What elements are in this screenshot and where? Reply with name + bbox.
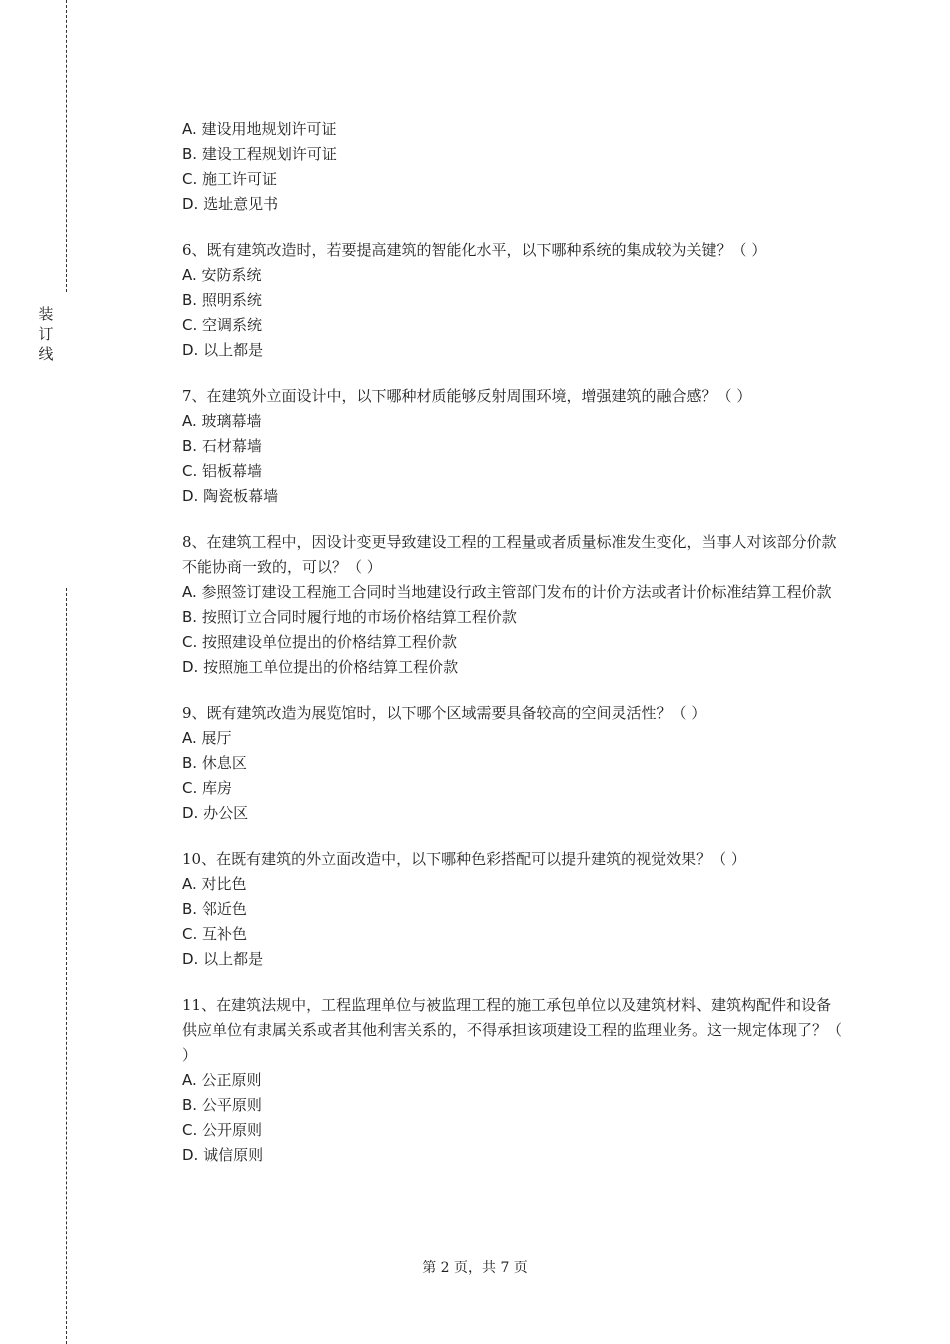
question-8 — [182, 530, 842, 680]
option-letter: B. — [182, 145, 198, 163]
option-letter: D. — [182, 658, 199, 676]
option-letter: B. — [182, 437, 198, 455]
option-text: 建设工程规划许可证 — [201, 145, 337, 163]
option-b — [182, 1093, 842, 1118]
binding-label — [36, 304, 56, 364]
option-a — [182, 580, 842, 605]
option-letter: C. — [182, 170, 198, 188]
option-letter: A. — [182, 583, 197, 601]
option-d — [182, 192, 842, 217]
option-text: 参照签订建设工程施工合同时当地建设行政主管部门发布的计价方法或者计价标准结算工程价款 — [201, 583, 832, 601]
option-d — [182, 947, 842, 972]
option-letter: C. — [182, 925, 198, 943]
option-c — [182, 776, 842, 801]
option-text: 公开原则 — [202, 1121, 263, 1139]
option-a — [182, 872, 842, 897]
option-text: 诚信原则 — [203, 1146, 264, 1164]
option-text: 按照建设单位提出的价格结算工程价款 — [202, 633, 458, 651]
option-letter: A. — [182, 412, 197, 430]
question-stem: 8、在建筑工程中，因设计变更导致建设工程的工程量或者质量标准发生变化，当事人对该部分价款不能协商一致的，可以？（ ） — [182, 533, 837, 576]
question-7 — [182, 384, 842, 509]
option-text: 以上都是 — [203, 950, 264, 968]
option-b — [182, 751, 842, 776]
option-letter: B. — [182, 291, 198, 309]
option-text: 安防系统 — [201, 266, 262, 284]
option-text: 照明系统 — [201, 291, 262, 309]
binding-label-char: 订 — [38, 325, 54, 343]
option-b — [182, 288, 842, 313]
option-text: 铝板幕墙 — [202, 462, 263, 480]
binding-line-bottom — [66, 588, 67, 1344]
option-letter: D. — [182, 950, 199, 968]
option-text: 选址意见书 — [203, 195, 279, 213]
option-text: 陶瓷板幕墙 — [203, 487, 279, 505]
option-text: 按照施工单位提出的价格结算工程价款 — [203, 658, 459, 676]
option-text: 以上都是 — [203, 341, 264, 359]
option-a — [182, 1068, 842, 1093]
option-c — [182, 922, 842, 947]
option-letter: B. — [182, 1096, 198, 1114]
option-text: 建设用地规划许可证 — [201, 120, 337, 138]
question-stem: 7、在建筑外立面设计中，以下哪种材质能够反射周围环境，增强建筑的融合感？（ ） — [182, 387, 752, 405]
option-a — [182, 409, 842, 434]
option-letter: D. — [182, 341, 199, 359]
page-footer — [0, 1258, 950, 1278]
option-letter: C. — [182, 1121, 198, 1139]
binding-label-char: 装 — [38, 305, 54, 323]
option-text: 玻璃幕墙 — [201, 412, 262, 430]
question-stem: 11、在建筑法规中，工程监理单位与被监理工程的施工承包单位以及建筑材料、建筑构配件和设备供应单位有隶属关系或者其他利害关系的，不得承担该项建设工程的监理业务。这一规定体现了？（ ） — [182, 996, 843, 1064]
option-text: 按照订立合同时履行地的市场价格结算工程价款 — [201, 608, 517, 626]
binding-line-top — [66, 0, 67, 292]
option-letter: D. — [182, 487, 199, 505]
option-letter: A. — [182, 1071, 197, 1089]
option-b — [182, 605, 842, 630]
option-letter: A. — [182, 120, 197, 138]
option-text: 邻近色 — [201, 900, 247, 918]
option-d — [182, 1143, 842, 1168]
option-a — [182, 726, 842, 751]
question-9 — [182, 701, 842, 826]
option-text: 公正原则 — [201, 1071, 262, 1089]
option-letter: C. — [182, 316, 198, 334]
question-stem: 9、既有建筑改造为展览馆时，以下哪个区域需要具备较高的空间灵活性？（ ） — [182, 704, 707, 722]
option-d — [182, 655, 842, 680]
option-letter: C. — [182, 633, 198, 651]
option-text: 石材幕墙 — [201, 437, 262, 455]
option-c — [182, 167, 842, 192]
option-letter: A. — [182, 729, 197, 747]
option-text: 互补色 — [202, 925, 248, 943]
option-letter: D. — [182, 804, 199, 822]
question-list — [182, 117, 842, 1189]
question-stem: 6、既有建筑改造时，若要提高建筑的智能化水平，以下哪种系统的集成较为关键？（ ） — [182, 241, 767, 259]
option-d — [182, 484, 842, 509]
option-c — [182, 630, 842, 655]
option-text: 空调系统 — [202, 316, 263, 334]
option-letter: B. — [182, 754, 198, 772]
option-text: 库房 — [202, 779, 233, 797]
option-b — [182, 142, 842, 167]
option-letter: C. — [182, 779, 198, 797]
option-b — [182, 897, 842, 922]
page-number: 第 2 页，共 7 页 — [422, 1260, 528, 1276]
option-b — [182, 434, 842, 459]
option-letter: A. — [182, 875, 197, 893]
option-letter: B. — [182, 608, 198, 626]
option-letter: C. — [182, 462, 198, 480]
option-text: 办公区 — [203, 804, 249, 822]
question-11 — [182, 993, 842, 1168]
option-text: 展厅 — [201, 729, 232, 747]
option-c — [182, 313, 842, 338]
option-d — [182, 338, 842, 363]
option-text: 公平原则 — [201, 1096, 262, 1114]
option-letter: A. — [182, 266, 197, 284]
option-text: 对比色 — [201, 875, 247, 893]
option-a — [182, 263, 842, 288]
option-letter: B. — [182, 900, 198, 918]
option-text: 休息区 — [201, 754, 247, 772]
question-stem: 10、在既有建筑的外立面改造中，以下哪种色彩搭配可以提升建筑的视觉效果？（ ） — [182, 850, 746, 868]
question-6 — [182, 238, 842, 363]
option-a — [182, 117, 842, 142]
question-10 — [182, 847, 842, 972]
option-letter: D. — [182, 195, 199, 213]
binding-label-char: 线 — [38, 345, 54, 363]
option-d — [182, 801, 842, 826]
option-c — [182, 459, 842, 484]
question-5-options — [182, 117, 842, 217]
option-c — [182, 1118, 842, 1143]
option-text: 施工许可证 — [202, 170, 278, 188]
option-letter: D. — [182, 1146, 199, 1164]
